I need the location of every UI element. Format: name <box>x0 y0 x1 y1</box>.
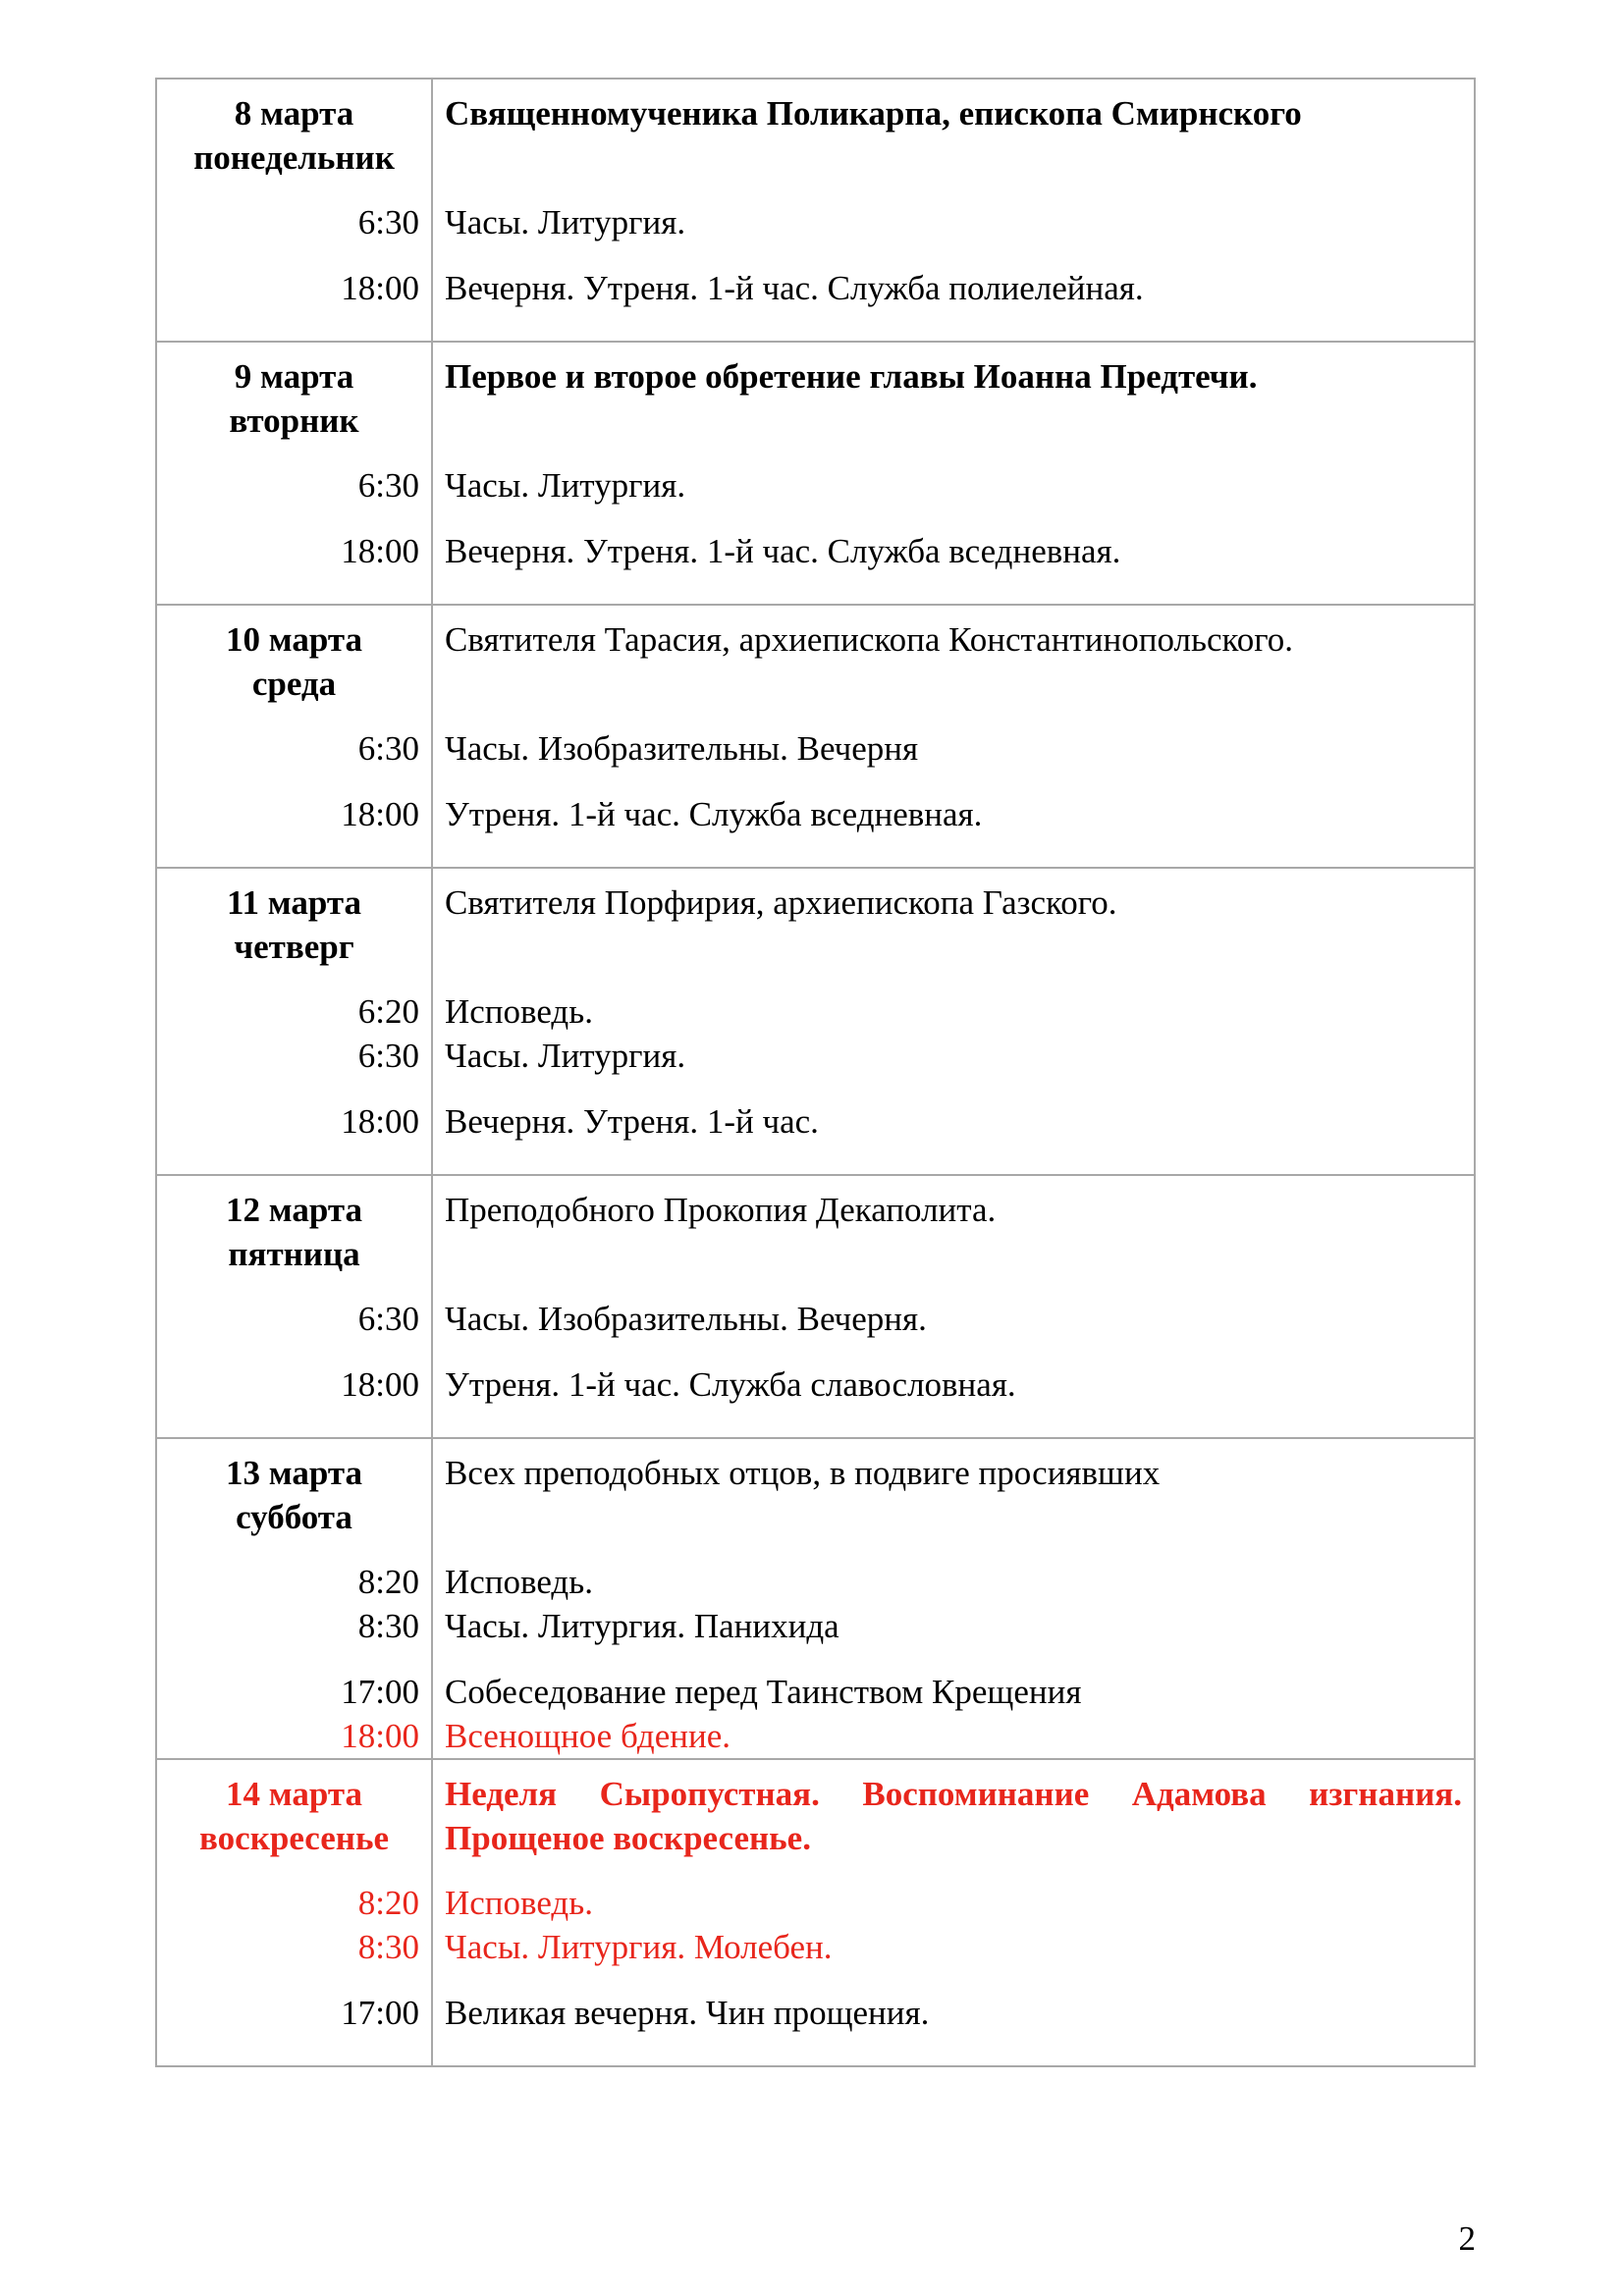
day-weekday: пятница <box>228 1235 360 1273</box>
event-time: 18:00 <box>341 1717 419 1755</box>
event-time: 6:20 <box>357 992 419 1031</box>
date-cell <box>156 605 432 868</box>
event-text: Часы. Изобразительны. Вечерня. <box>445 1300 927 1338</box>
feast-title: Святителя Тарасия, архиепископа Константинопольского. <box>445 620 1293 659</box>
event-text: Часы. Литургия. <box>445 203 686 241</box>
date-cell <box>156 1438 432 1759</box>
event-text: Исповедь. <box>445 1884 593 1922</box>
event-text: Собеседование перед Таинством Крещения <box>445 1673 1082 1711</box>
event-time: 6:30 <box>357 1300 419 1338</box>
event-text: Всенощное бдение. <box>445 1717 730 1755</box>
date-cell <box>156 79 432 342</box>
day-row-9-march <box>156 342 1475 605</box>
event-cell <box>432 1438 1475 1759</box>
event-time: 8:20 <box>357 1563 419 1601</box>
day-weekday: воскресенье <box>199 1819 389 1857</box>
event-cell <box>432 79 1475 342</box>
event-text: Часы. Литургия. Молебен. <box>445 1928 833 1966</box>
day-weekday: понедельник <box>193 138 395 177</box>
event-time: 6:30 <box>357 1037 419 1075</box>
event-time: 18:00 <box>341 269 419 307</box>
feast-title: Святителя Порфирия, архиепископа Газского. <box>445 883 1117 922</box>
day-date: 12 марта <box>226 1191 362 1229</box>
schedule-table <box>155 78 1476 2067</box>
day-row-13-march <box>156 1438 1475 1759</box>
event-time: 18:00 <box>341 795 419 833</box>
day-weekday: суббота <box>236 1498 352 1536</box>
day-date: 8 марта <box>234 94 354 133</box>
day-row-11-march <box>156 868 1475 1175</box>
date-cell <box>156 342 432 605</box>
day-row-10-march <box>156 605 1475 868</box>
day-weekday: вторник <box>229 401 359 440</box>
event-time: 8:30 <box>357 1928 419 1966</box>
event-text: Утреня. 1-й час. Служба славословная. <box>445 1365 1016 1404</box>
event-text: Великая вечерня. Чин прощения. <box>445 1994 930 2032</box>
event-time: 6:30 <box>357 466 419 505</box>
event-time: 18:00 <box>341 1365 419 1404</box>
event-time: 17:00 <box>341 1673 419 1711</box>
date-cell <box>156 1175 432 1438</box>
day-date: 11 марта <box>226 883 362 922</box>
event-text: Утреня. 1-й час. Служба вседневная. <box>445 795 983 833</box>
date-cell <box>156 868 432 1175</box>
feast-title: Преподобного Прокопия Декаполита. <box>445 1191 997 1229</box>
event-cell <box>432 1175 1475 1438</box>
event-time: 18:00 <box>341 1102 419 1141</box>
day-date: 9 марта <box>234 357 354 396</box>
event-text: Вечерня. Утреня. 1-й час. <box>445 1102 819 1141</box>
event-text: Вечерня. Утреня. 1-й час. Служба полиелейная. <box>445 269 1144 307</box>
day-weekday: четверг <box>234 928 354 966</box>
event-text: Часы. Литургия. <box>445 466 686 505</box>
feast-title: Неделя Сыропустная. Воспоминание Адамова изгнания. Прощеное воскресенье. <box>445 1775 1462 1857</box>
event-cell <box>432 868 1475 1175</box>
event-text: Исповедь. <box>445 1563 593 1601</box>
feast-title: Всех преподобных отцов, в подвиге просиявших <box>445 1454 1161 1492</box>
event-cell <box>432 342 1475 605</box>
day-row-14-march <box>156 1759 1475 2066</box>
date-cell <box>156 1759 432 2066</box>
event-cell <box>432 1759 1475 2066</box>
feast-title: Священномученика Поликарпа, епископа Смирнского <box>445 94 1302 133</box>
day-weekday: среда <box>251 665 337 703</box>
day-row-12-march <box>156 1175 1475 1438</box>
event-time: 8:20 <box>357 1884 419 1922</box>
event-time: 17:00 <box>341 1994 419 2032</box>
event-text: Часы. Изобразительны. Вечерня <box>445 729 919 768</box>
event-text: Исповедь. <box>445 992 593 1031</box>
day-row-8-march <box>156 79 1475 342</box>
event-text: Часы. Литургия. Панихида <box>445 1607 839 1645</box>
event-time: 6:30 <box>357 203 419 241</box>
event-time: 6:30 <box>357 729 419 768</box>
page-number: 2 <box>1458 2219 1476 2258</box>
event-text: Вечерня. Утреня. 1-й час. Служба вседневная. <box>445 532 1121 570</box>
event-text: Часы. Литургия. <box>445 1037 686 1075</box>
feast-title: Первое и второе обретение главы Иоанна Предтечи. <box>445 357 1258 396</box>
event-time: 18:00 <box>341 532 419 570</box>
day-date: 14 марта <box>226 1775 362 1813</box>
day-date: 13 марта <box>226 1454 362 1492</box>
event-time: 8:30 <box>357 1607 419 1645</box>
day-date: 10 марта <box>226 620 362 659</box>
event-cell <box>432 605 1475 868</box>
